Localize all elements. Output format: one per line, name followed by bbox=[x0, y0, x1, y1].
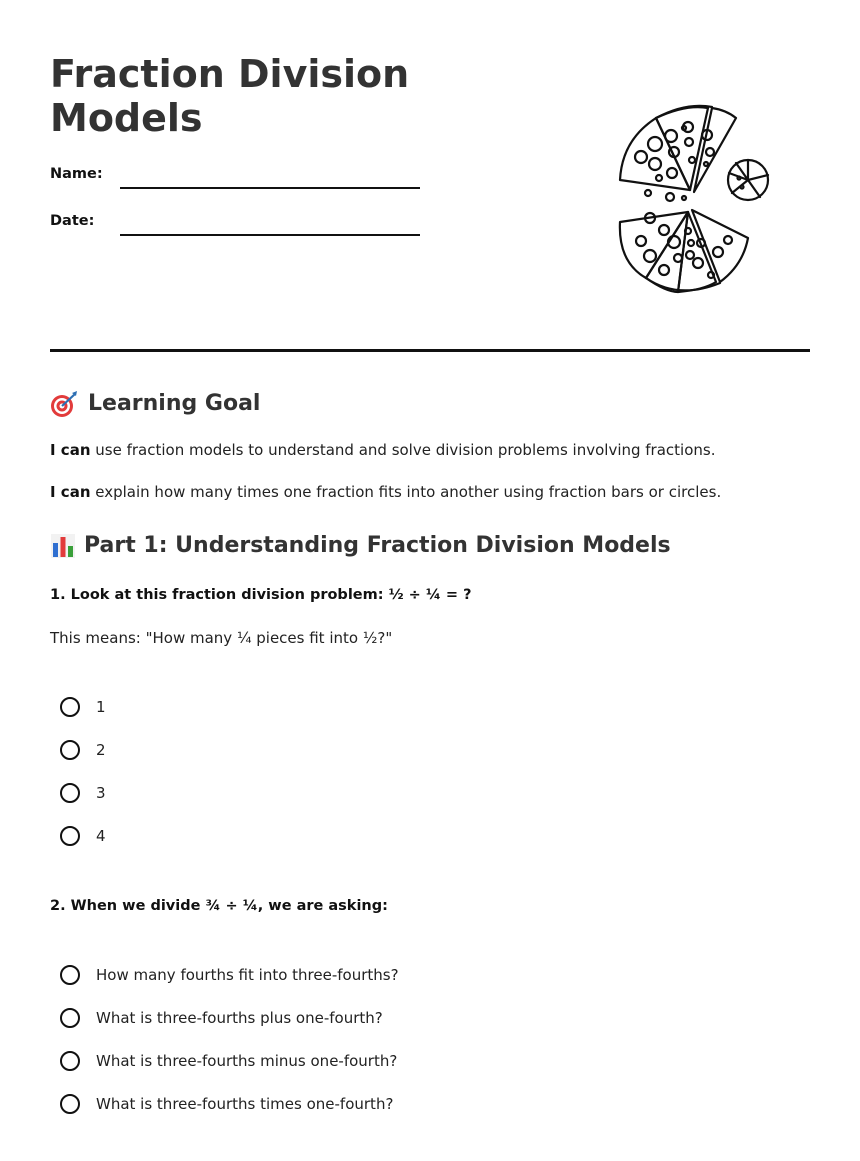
radio-button[interactable] bbox=[60, 740, 80, 760]
pizza-illustration bbox=[608, 100, 778, 295]
radio-button[interactable] bbox=[60, 697, 80, 717]
bar-chart-icon bbox=[50, 533, 76, 559]
radio-button[interactable] bbox=[60, 1094, 80, 1114]
option-label: 3 bbox=[96, 784, 106, 802]
target-icon bbox=[50, 390, 80, 418]
name-label: Name: bbox=[50, 166, 103, 182]
part1-heading bbox=[50, 532, 671, 560]
goal-lead: I can bbox=[50, 483, 91, 501]
option-label: 4 bbox=[96, 827, 106, 845]
radio-button[interactable] bbox=[60, 1051, 80, 1071]
option-label: How many fourths fit into three-fourths? bbox=[96, 966, 399, 984]
goal-text: explain how many times one fraction fits into another using fraction bars or circles. bbox=[90, 483, 722, 501]
learning-goal-heading bbox=[50, 390, 260, 418]
question-2-prompt: 2. When we divide ¾ ÷ ¼, we are asking: bbox=[50, 898, 388, 914]
part1-title: Part 1: Understanding Fraction Division Models bbox=[84, 533, 671, 558]
question-2-option[interactable] bbox=[60, 1048, 397, 1074]
option-label: What is three-fourths times one-fourth? bbox=[96, 1095, 394, 1113]
goal-statement-2 bbox=[50, 483, 721, 501]
section-divider bbox=[50, 349, 810, 352]
name-field[interactable] bbox=[120, 187, 420, 189]
question-1-option[interactable] bbox=[60, 737, 106, 763]
question-2-option[interactable] bbox=[60, 962, 399, 988]
option-label: What is three-fourths plus one-fourth? bbox=[96, 1009, 383, 1027]
radio-button[interactable] bbox=[60, 783, 80, 803]
radio-button[interactable] bbox=[60, 965, 80, 985]
question-1-note: This means: "How many ¼ pieces fit into ½?" bbox=[50, 629, 393, 647]
question-2-option[interactable] bbox=[60, 1005, 383, 1031]
question-1-prompt: 1. Look at this fraction division problem: ½ ÷ ¼ = ? bbox=[50, 587, 472, 603]
question-1-option[interactable] bbox=[60, 780, 106, 806]
radio-button[interactable] bbox=[60, 1008, 80, 1028]
option-label: 2 bbox=[96, 741, 106, 759]
goal-lead: I can bbox=[50, 441, 91, 459]
goal-statement-1 bbox=[50, 441, 715, 459]
goal-text: use fraction models to understand and solve division problems involving fractions. bbox=[90, 441, 716, 459]
learning-goal-title: Learning Goal bbox=[88, 391, 261, 416]
option-label: 1 bbox=[96, 698, 106, 716]
radio-button[interactable] bbox=[60, 826, 80, 846]
date-field[interactable] bbox=[120, 234, 420, 236]
question-1-option[interactable] bbox=[60, 694, 106, 720]
option-label: What is three-fourths minus one-fourth? bbox=[96, 1052, 398, 1070]
question-1-option[interactable] bbox=[60, 823, 106, 849]
date-label: Date: bbox=[50, 213, 95, 229]
question-2-option[interactable] bbox=[60, 1091, 393, 1117]
page-title: Fraction Division Models bbox=[50, 52, 410, 140]
